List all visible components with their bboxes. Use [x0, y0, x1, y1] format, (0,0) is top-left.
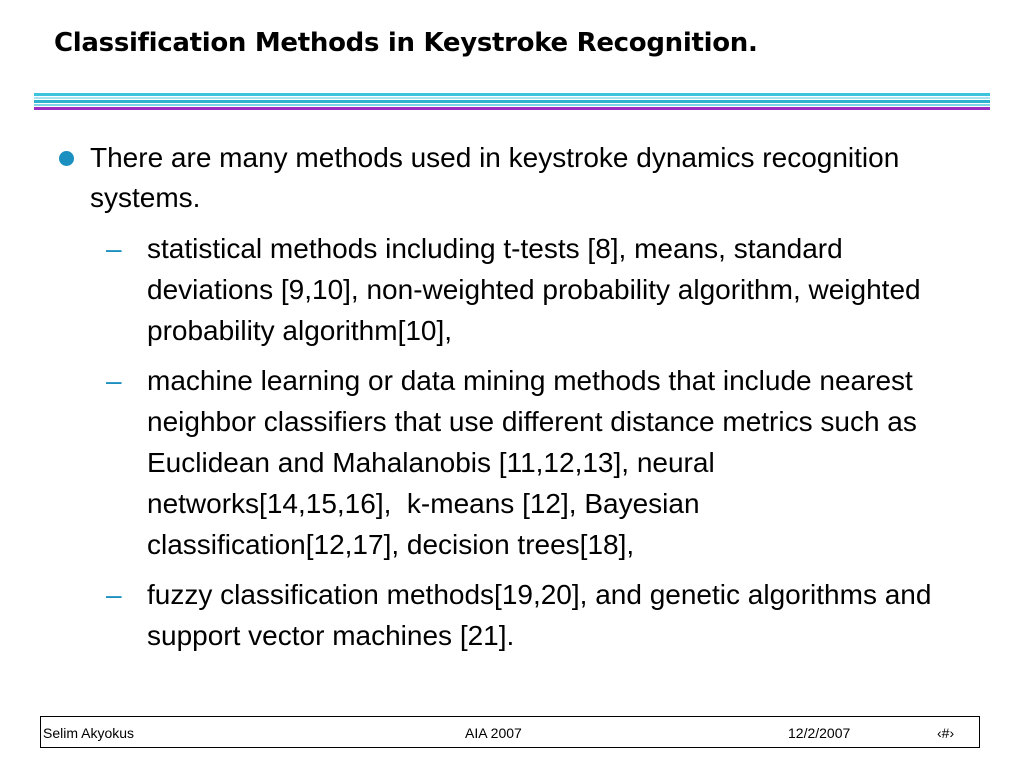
dash-bullet-icon: –: [106, 233, 122, 264]
dash-bullet-icon: –: [106, 579, 122, 610]
divider-band: [34, 104, 990, 106]
slide-footer: [40, 716, 980, 748]
divider-band: [34, 97, 990, 99]
divider-band: [34, 93, 990, 96]
title-divider-rule: [34, 93, 990, 111]
sub-bullet-item: [0, 360, 984, 565]
bullet-item: [0, 138, 1024, 656]
bullet-text: There are many methods used in keystroke dynamics recognition systems.: [90, 142, 900, 213]
sub-bullet-item: [0, 574, 984, 656]
divider-band: [34, 107, 990, 110]
sub-bullet-text: statistical methods including t-tests [8], means, standard deviations [9,10], non-weighted probability algorithm, weighted probability algorithm[10],: [147, 233, 921, 346]
sub-bullet-item: [0, 228, 984, 351]
dash-bullet-icon: –: [106, 365, 122, 396]
footer-date: 12/2/2007: [788, 725, 851, 741]
sub-bullet-text: machine learning or data mining methods that include nearest neighbor classifiers that use different distance metrics such as Euclidean and Mahalanobis [11,12,13], neural networks[14,15,16], k-means [12], Bayesian classification[12,17], decision trees[18],: [147, 365, 941, 560]
sub-bullet-text: fuzzy classification methods[19,20], and genetic algorithms and support vector machines [21].: [147, 579, 932, 651]
slide-body: [0, 138, 1024, 665]
footer-page-number: ‹#›: [937, 725, 955, 741]
slide-title: Classification Methods in Keystroke Recognition.: [54, 28, 758, 58]
footer-event: AIA 2007: [465, 725, 522, 741]
divider-band: [34, 100, 990, 103]
footer-author: Selim Akyokus: [43, 725, 135, 741]
sub-bullet-list: [90, 228, 984, 656]
filled-circle-bullet-icon: [59, 151, 74, 166]
